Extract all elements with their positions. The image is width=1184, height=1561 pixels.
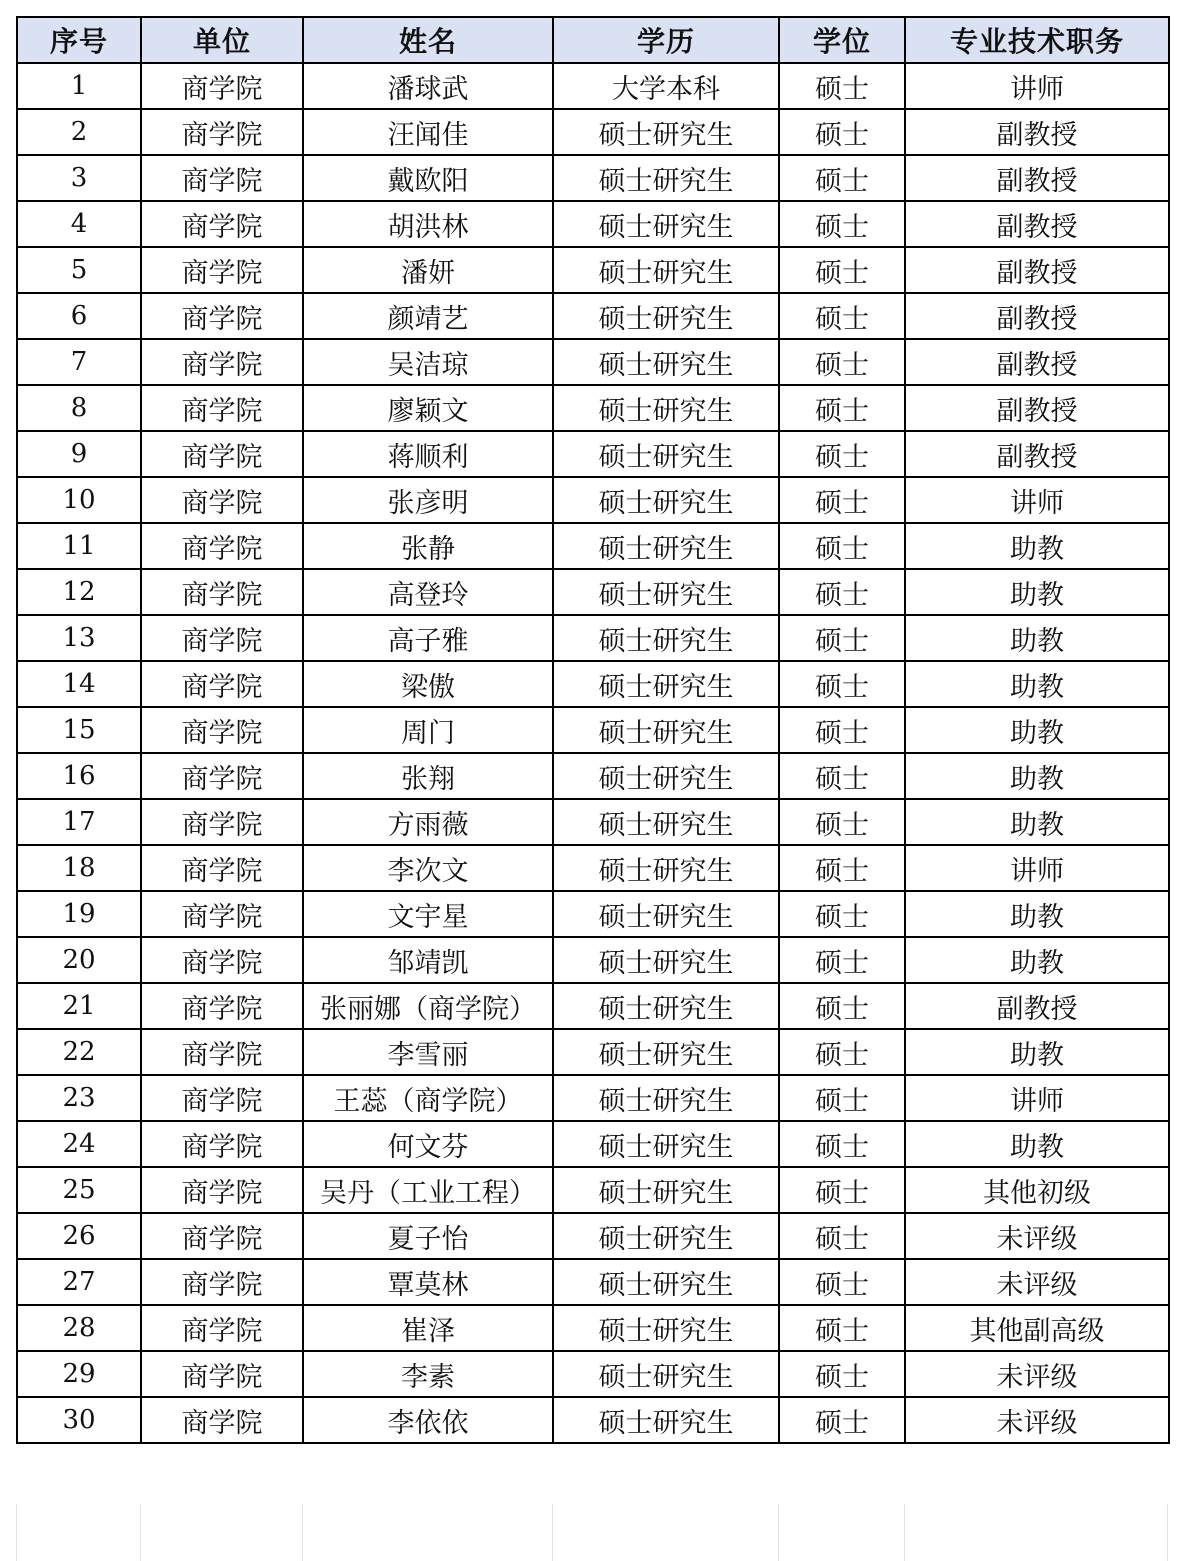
cell-degree: 硕士 [779,569,905,615]
cell-name: 汪闻佳 [303,109,553,155]
cell-education: 硕士研究生 [553,477,779,523]
cell-index: 14 [17,661,141,707]
cell-degree: 硕士 [779,753,905,799]
cell-unit: 商学院 [141,201,303,247]
cell-title: 助教 [905,707,1169,753]
cell-title: 其他副高级 [905,1305,1169,1351]
cell-unit: 商学院 [141,63,303,109]
table-row [17,1213,1169,1259]
table-row [17,1075,1169,1121]
cell-degree: 硕士 [779,1397,905,1443]
cell-title: 助教 [905,569,1169,615]
cell-index: 29 [17,1351,141,1397]
table-row [17,1397,1169,1443]
cell-unit: 商学院 [141,385,303,431]
cell-education: 硕士研究生 [553,1213,779,1259]
cell-name: 李素 [303,1351,553,1397]
cell-name: 崔泽 [303,1305,553,1351]
cell-index: 9 [17,431,141,477]
table-row [17,1351,1169,1397]
table-row [17,753,1169,799]
cell-name: 夏子怡 [303,1213,553,1259]
cell-education: 硕士研究生 [553,1305,779,1351]
cell-education: 硕士研究生 [553,431,779,477]
cell-index: 30 [17,1397,141,1443]
cell-degree: 硕士 [779,1075,905,1121]
cell-index: 23 [17,1075,141,1121]
cell-index: 22 [17,1029,141,1075]
cell-index: 2 [17,109,141,155]
cell-degree: 硕士 [779,845,905,891]
cell-name: 吴丹（工业工程） [303,1167,553,1213]
cell-title: 副教授 [905,247,1169,293]
cell-degree: 硕士 [779,477,905,523]
cell-degree: 硕士 [779,1121,905,1167]
cell-title: 副教授 [905,431,1169,477]
cell-degree: 硕士 [779,431,905,477]
cell-degree: 硕士 [779,339,905,385]
cell-unit: 商学院 [141,569,303,615]
cell-title: 副教授 [905,109,1169,155]
cell-education: 硕士研究生 [553,109,779,155]
cell-unit: 商学院 [141,1351,303,1397]
cell-index: 13 [17,615,141,661]
cell-index: 27 [17,1259,141,1305]
cell-unit: 商学院 [141,339,303,385]
cell-name: 高子雅 [303,615,553,661]
table-row [17,477,1169,523]
cell-name: 张丽娜（商学院） [303,983,553,1029]
table-row [17,707,1169,753]
cell-unit: 商学院 [141,155,303,201]
cell-name: 周门 [303,707,553,753]
table-row [17,1167,1169,1213]
cell-degree: 硕士 [779,661,905,707]
cell-degree: 硕士 [779,983,905,1029]
cell-education: 硕士研究生 [553,707,779,753]
header-row [17,17,1169,63]
cell-name: 王蕊（商学院） [303,1075,553,1121]
table-row [17,1305,1169,1351]
cell-education: 硕士研究生 [553,1167,779,1213]
table-body [17,63,1169,1443]
cell-degree: 硕士 [779,1259,905,1305]
cell-index: 18 [17,845,141,891]
cell-name: 潘妍 [303,247,553,293]
cell-degree: 硕士 [779,155,905,201]
table-row [17,293,1169,339]
table-row [17,937,1169,983]
table-row [17,155,1169,201]
cell-title: 助教 [905,753,1169,799]
cell-education: 硕士研究生 [553,1397,779,1443]
cell-degree: 硕士 [779,201,905,247]
cell-name: 张静 [303,523,553,569]
cell-unit: 商学院 [141,1213,303,1259]
table-row [17,1259,1169,1305]
cell-degree: 硕士 [779,109,905,155]
table-row [17,201,1169,247]
cell-unit: 商学院 [141,937,303,983]
cell-index: 19 [17,891,141,937]
cell-index: 11 [17,523,141,569]
cell-title: 副教授 [905,201,1169,247]
staff-table-sheet [16,16,1168,1444]
cell-degree: 硕士 [779,1305,905,1351]
column-header-index: 序号 [17,17,141,63]
cell-title: 助教 [905,937,1169,983]
table-row [17,983,1169,1029]
cell-index: 5 [17,247,141,293]
table-row [17,385,1169,431]
cell-index: 15 [17,707,141,753]
cell-degree: 硕士 [779,1029,905,1075]
cell-title: 助教 [905,799,1169,845]
cell-title: 副教授 [905,293,1169,339]
cell-education: 硕士研究生 [553,1121,779,1167]
cell-degree: 硕士 [779,615,905,661]
cell-name: 文宇星 [303,891,553,937]
cell-unit: 商学院 [141,1259,303,1305]
cell-unit: 商学院 [141,661,303,707]
cell-degree: 硕士 [779,799,905,845]
cell-title: 讲师 [905,477,1169,523]
cell-unit: 商学院 [141,247,303,293]
table-header [17,17,1169,63]
cell-title: 其他初级 [905,1167,1169,1213]
table-row [17,523,1169,569]
cell-degree: 硕士 [779,1351,905,1397]
cell-name: 李雪丽 [303,1029,553,1075]
cell-title: 副教授 [905,339,1169,385]
table-row [17,109,1169,155]
cell-name: 何文芬 [303,1121,553,1167]
cell-title: 未评级 [905,1397,1169,1443]
cell-title: 助教 [905,1029,1169,1075]
cell-education: 大学本科 [553,63,779,109]
column-header-unit: 单位 [141,17,303,63]
cell-degree: 硕士 [779,293,905,339]
cell-unit: 商学院 [141,1029,303,1075]
cell-name: 颜靖艺 [303,293,553,339]
table-row [17,431,1169,477]
cell-unit: 商学院 [141,1305,303,1351]
cell-education: 硕士研究生 [553,937,779,983]
cell-degree: 硕士 [779,1213,905,1259]
cell-name: 方雨薇 [303,799,553,845]
table-row [17,891,1169,937]
cell-index: 12 [17,569,141,615]
cell-title: 助教 [905,1121,1169,1167]
cell-name: 李次文 [303,845,553,891]
table-row [17,1029,1169,1075]
table-row [17,845,1169,891]
cell-name: 戴欧阳 [303,155,553,201]
cell-unit: 商学院 [141,615,303,661]
cell-name: 蒋顺利 [303,431,553,477]
cell-title: 讲师 [905,845,1169,891]
cell-title: 未评级 [905,1351,1169,1397]
cell-name: 张翔 [303,753,553,799]
cell-index: 8 [17,385,141,431]
cell-education: 硕士研究生 [553,293,779,339]
cell-education: 硕士研究生 [553,615,779,661]
cell-education: 硕士研究生 [553,201,779,247]
cell-index: 3 [17,155,141,201]
cell-education: 硕士研究生 [553,569,779,615]
cell-title: 助教 [905,661,1169,707]
cell-education: 硕士研究生 [553,661,779,707]
cell-title: 未评级 [905,1259,1169,1305]
cell-index: 17 [17,799,141,845]
cell-unit: 商学院 [141,293,303,339]
cell-title: 副教授 [905,983,1169,1029]
cell-title: 助教 [905,891,1169,937]
cell-title: 未评级 [905,1213,1169,1259]
cell-index: 28 [17,1305,141,1351]
table-row [17,339,1169,385]
table-row [17,63,1169,109]
cell-degree: 硕士 [779,385,905,431]
cell-unit: 商学院 [141,1397,303,1443]
cell-degree: 硕士 [779,707,905,753]
cell-title: 助教 [905,615,1169,661]
cell-degree: 硕士 [779,523,905,569]
cell-unit: 商学院 [141,753,303,799]
cell-education: 硕士研究生 [553,247,779,293]
cell-index: 7 [17,339,141,385]
cell-degree: 硕士 [779,891,905,937]
cell-name: 廖颖文 [303,385,553,431]
cell-education: 硕士研究生 [553,753,779,799]
cell-unit: 商学院 [141,1075,303,1121]
column-header-title: 专业技术职务 [905,17,1169,63]
cell-unit: 商学院 [141,799,303,845]
cell-education: 硕士研究生 [553,385,779,431]
cell-education: 硕士研究生 [553,1351,779,1397]
table-row [17,247,1169,293]
cell-education: 硕士研究生 [553,983,779,1029]
cell-unit: 商学院 [141,845,303,891]
cell-name: 胡洪林 [303,201,553,247]
cell-name: 高登玲 [303,569,553,615]
cell-title: 讲师 [905,63,1169,109]
cell-name: 邹靖凯 [303,937,553,983]
cell-unit: 商学院 [141,1121,303,1167]
table-row [17,569,1169,615]
cell-unit: 商学院 [141,523,303,569]
cell-name: 潘球武 [303,63,553,109]
cell-unit: 商学院 [141,431,303,477]
cell-index: 10 [17,477,141,523]
cell-name: 梁傲 [303,661,553,707]
cell-degree: 硕士 [779,247,905,293]
cell-unit: 商学院 [141,1167,303,1213]
table-row [17,1121,1169,1167]
cell-name: 李依依 [303,1397,553,1443]
empty-sheet-area [16,1504,1168,1561]
cell-index: 6 [17,293,141,339]
cell-education: 硕士研究生 [553,845,779,891]
cell-name: 张彦明 [303,477,553,523]
cell-unit: 商学院 [141,983,303,1029]
cell-index: 25 [17,1167,141,1213]
cell-degree: 硕士 [779,937,905,983]
cell-education: 硕士研究生 [553,155,779,201]
cell-unit: 商学院 [141,477,303,523]
cell-education: 硕士研究生 [553,1075,779,1121]
cell-index: 24 [17,1121,141,1167]
cell-education: 硕士研究生 [553,523,779,569]
table-row [17,615,1169,661]
cell-title: 助教 [905,523,1169,569]
cell-title: 副教授 [905,385,1169,431]
cell-degree: 硕士 [779,1167,905,1213]
column-header-education: 学历 [553,17,779,63]
column-header-degree: 学位 [779,17,905,63]
cell-title: 讲师 [905,1075,1169,1121]
column-header-name: 姓名 [303,17,553,63]
cell-index: 21 [17,983,141,1029]
cell-education: 硕士研究生 [553,339,779,385]
cell-unit: 商学院 [141,707,303,753]
table-row [17,799,1169,845]
cell-education: 硕士研究生 [553,1029,779,1075]
cell-name: 吴洁琼 [303,339,553,385]
cell-index: 1 [17,63,141,109]
cell-unit: 商学院 [141,891,303,937]
cell-index: 20 [17,937,141,983]
cell-index: 16 [17,753,141,799]
cell-degree: 硕士 [779,63,905,109]
cell-unit: 商学院 [141,109,303,155]
cell-education: 硕士研究生 [553,1259,779,1305]
cell-education: 硕士研究生 [553,891,779,937]
cell-education: 硕士研究生 [553,799,779,845]
cell-name: 覃莫林 [303,1259,553,1305]
table-row [17,661,1169,707]
cell-index: 26 [17,1213,141,1259]
cell-title: 副教授 [905,155,1169,201]
staff-table [16,16,1170,1444]
cell-index: 4 [17,201,141,247]
